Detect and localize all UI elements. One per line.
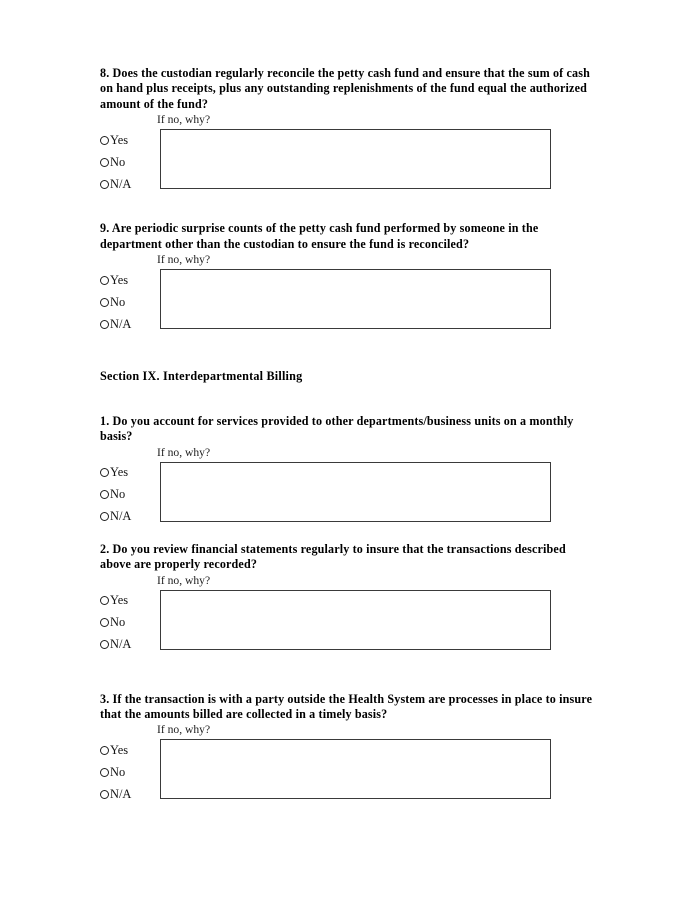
section-heading: Section IX. Interdepartmental Billing bbox=[100, 369, 303, 384]
radio-label-no: No bbox=[110, 294, 126, 309]
radio-group[interactable] bbox=[100, 739, 158, 805]
radio-label-na: N/A bbox=[110, 176, 132, 191]
answer-area bbox=[100, 739, 595, 801]
radio-option-na[interactable] bbox=[100, 634, 158, 656]
radio-option-no[interactable] bbox=[100, 761, 158, 783]
radio-label-no: No bbox=[110, 154, 126, 169]
reason-textbox[interactable] bbox=[160, 129, 551, 189]
question-text: 9. Are periodic surprise counts of the petty cash fund performed by someone in the department other than the custodian to ensure the fund is reconciled? bbox=[100, 221, 539, 251]
question-text: 8. Does the custodian regularly reconcile the petty cash fund and ensure that the sum of cash on hand plus receipts, plus any outstanding replenishments of the fund equal the authorized amount of the fund? bbox=[100, 66, 590, 111]
radio-group[interactable] bbox=[100, 462, 158, 528]
radio-option-no[interactable] bbox=[100, 291, 158, 313]
question-block-1 bbox=[100, 414, 595, 524]
radio-option-no[interactable] bbox=[100, 484, 158, 506]
question-text: 3. If the transaction is with a party outside the Health System are processes in place to insure that the amounts billed are collected in a timely basis? bbox=[100, 691, 593, 722]
radio-label-no: No bbox=[110, 487, 126, 502]
question-block-8 bbox=[100, 66, 595, 191]
radio-circle-icon[interactable] bbox=[100, 180, 109, 189]
radio-group[interactable] bbox=[100, 590, 158, 656]
radio-option-na[interactable] bbox=[100, 313, 158, 335]
radio-option-yes[interactable] bbox=[100, 739, 158, 761]
radio-circle-icon[interactable] bbox=[100, 790, 109, 799]
reason-textbox[interactable] bbox=[160, 739, 551, 799]
radio-circle-icon[interactable] bbox=[100, 298, 109, 307]
reason-prompt-label: If no, why? bbox=[157, 445, 211, 459]
radio-circle-icon[interactable] bbox=[100, 320, 109, 329]
reason-textbox[interactable] bbox=[160, 269, 551, 329]
radio-group[interactable] bbox=[100, 269, 158, 335]
question-block-2 bbox=[100, 542, 595, 652]
reason-textbox[interactable] bbox=[160, 590, 551, 650]
radio-option-na[interactable] bbox=[100, 173, 158, 195]
question-text: 1. Do you account for services provided to other departments/business units on a monthly basis? bbox=[100, 414, 574, 444]
radio-group[interactable] bbox=[100, 129, 158, 195]
radio-label-no: No bbox=[110, 615, 126, 630]
question-block-3 bbox=[100, 692, 595, 802]
section-heading-wrapper bbox=[100, 369, 595, 384]
radio-label-yes: Yes bbox=[110, 132, 129, 147]
radio-label-no: No bbox=[110, 764, 126, 779]
reason-textbox[interactable] bbox=[160, 462, 551, 522]
answer-area bbox=[100, 462, 595, 524]
radio-label-yes: Yes bbox=[110, 742, 129, 757]
radio-circle-icon[interactable] bbox=[100, 618, 109, 627]
radio-option-no[interactable] bbox=[100, 151, 158, 173]
radio-circle-icon[interactable] bbox=[100, 512, 109, 521]
radio-label-na: N/A bbox=[110, 786, 132, 801]
reason-prompt-label: If no, why? bbox=[157, 723, 211, 737]
reason-prompt-label: If no, why? bbox=[157, 113, 211, 127]
radio-option-yes[interactable] bbox=[100, 129, 158, 151]
radio-label-yes: Yes bbox=[110, 272, 129, 287]
reason-prompt-label: If no, why? bbox=[157, 573, 211, 587]
radio-circle-icon[interactable] bbox=[100, 468, 109, 477]
radio-circle-icon[interactable] bbox=[100, 490, 109, 499]
answer-area bbox=[100, 269, 595, 331]
radio-label-na: N/A bbox=[110, 509, 132, 524]
radio-label-na: N/A bbox=[110, 316, 132, 331]
answer-area bbox=[100, 129, 595, 191]
reason-prompt-label: If no, why? bbox=[157, 253, 211, 267]
radio-option-yes[interactable] bbox=[100, 462, 158, 484]
radio-circle-icon[interactable] bbox=[100, 746, 109, 755]
radio-circle-icon[interactable] bbox=[100, 596, 109, 605]
radio-circle-icon[interactable] bbox=[100, 136, 109, 145]
question-block-9 bbox=[100, 221, 595, 331]
radio-circle-icon[interactable] bbox=[100, 768, 109, 777]
radio-circle-icon[interactable] bbox=[100, 158, 109, 167]
radio-circle-icon[interactable] bbox=[100, 276, 109, 285]
radio-option-yes[interactable] bbox=[100, 590, 158, 612]
answer-area bbox=[100, 590, 595, 652]
radio-label-yes: Yes bbox=[110, 593, 129, 608]
radio-option-na[interactable] bbox=[100, 783, 158, 805]
radio-circle-icon[interactable] bbox=[100, 640, 109, 649]
question-text: 2. Do you review financial statements regularly to insure that the transactions described above are properly recorded? bbox=[100, 541, 566, 572]
radio-label-yes: Yes bbox=[110, 465, 129, 480]
radio-option-yes[interactable] bbox=[100, 269, 158, 291]
radio-option-no[interactable] bbox=[100, 612, 158, 634]
questionnaire-body bbox=[100, 66, 595, 801]
radio-label-na: N/A bbox=[110, 637, 132, 652]
radio-option-na[interactable] bbox=[100, 506, 158, 528]
